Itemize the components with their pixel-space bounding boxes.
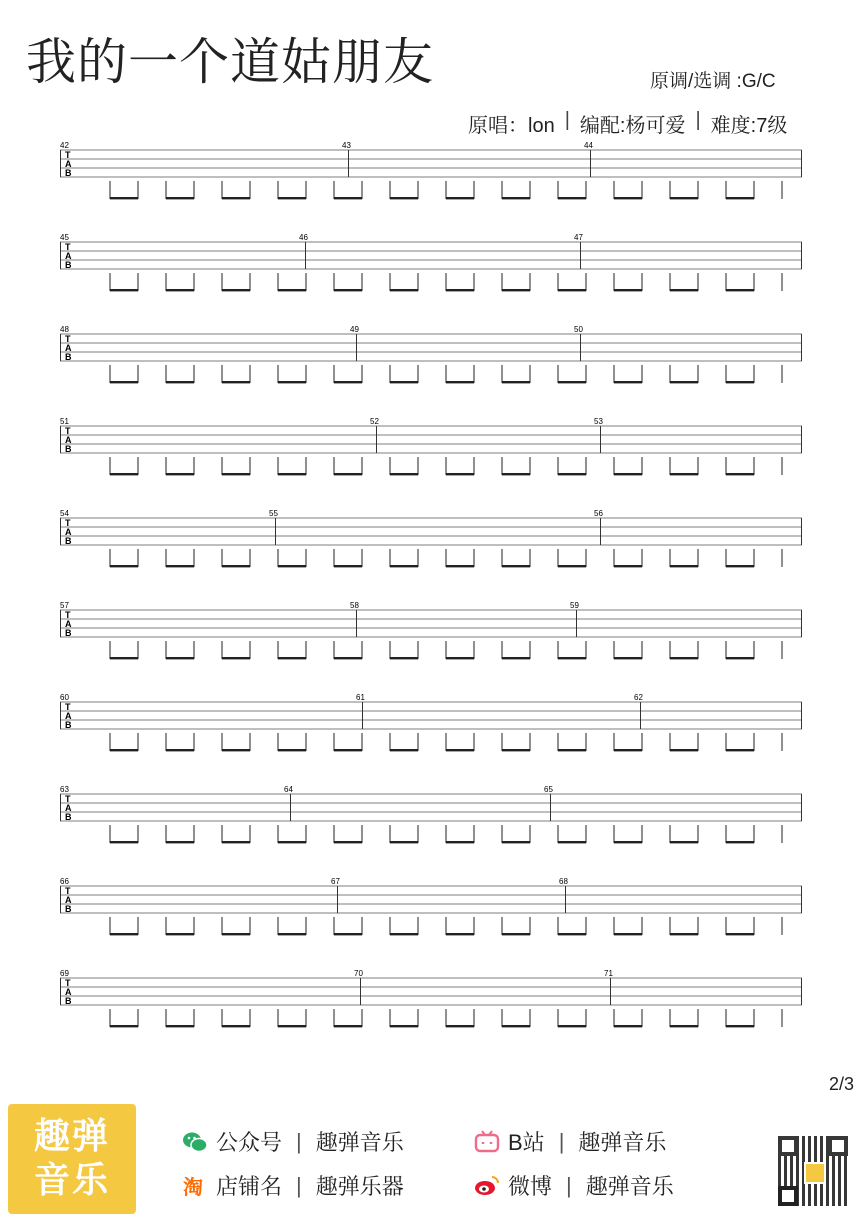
note-beam xyxy=(670,381,698,383)
note-beam xyxy=(670,473,698,475)
singer: 原唱：lon xyxy=(468,115,555,137)
tab-staff xyxy=(60,786,802,878)
measure-number: 49 xyxy=(350,326,359,334)
tab-letter: T xyxy=(65,610,71,620)
tab-row xyxy=(60,878,802,970)
note-beam xyxy=(278,473,306,475)
tab-staff xyxy=(60,878,802,970)
note-beam xyxy=(614,197,642,199)
tab-letter: A xyxy=(65,527,72,537)
tab-letter: A xyxy=(65,987,72,997)
note-beam xyxy=(726,289,754,291)
tab-staff xyxy=(60,694,802,786)
tab-letter: B xyxy=(65,536,72,546)
social-label: 店铺名 xyxy=(216,1174,283,1199)
social-label: B站 xyxy=(508,1130,545,1155)
note-beam xyxy=(222,565,250,567)
note-beam xyxy=(166,473,194,475)
social-weibo[interactable] xyxy=(474,1170,674,1201)
note-beam xyxy=(222,381,250,383)
note-beam xyxy=(390,381,418,383)
tab-letter: A xyxy=(65,803,72,813)
note-beam xyxy=(166,841,194,843)
note-beam xyxy=(390,657,418,659)
note-beam xyxy=(166,749,194,751)
measure-number: 53 xyxy=(594,418,603,426)
note-beam xyxy=(726,473,754,475)
tab-letter: A xyxy=(65,435,72,445)
note-beam xyxy=(278,565,306,567)
measure-number: 69 xyxy=(60,970,69,978)
separator: | xyxy=(558,1128,565,1154)
note-beam xyxy=(166,657,194,659)
measure-number: 43 xyxy=(342,142,351,150)
measure-number: 44 xyxy=(584,142,593,150)
measure-number: 55 xyxy=(269,510,278,518)
note-beam xyxy=(390,1025,418,1027)
tab-letter: B xyxy=(65,996,72,1006)
note-beam xyxy=(390,473,418,475)
social-bilibili[interactable] xyxy=(474,1126,666,1157)
measure-number: 63 xyxy=(60,786,69,794)
social-value: 趣弹音乐 xyxy=(315,1130,404,1155)
note-beam xyxy=(110,565,138,567)
note-beam xyxy=(502,289,530,291)
tab-letter: A xyxy=(65,619,72,629)
note-beam xyxy=(614,565,642,567)
note-beam xyxy=(446,289,474,291)
note-beam xyxy=(222,657,250,659)
note-beam xyxy=(390,565,418,567)
page-number: 2/3 xyxy=(828,1074,854,1094)
note-beam xyxy=(278,289,306,291)
note-beam xyxy=(726,657,754,659)
note-beam xyxy=(502,565,530,567)
measure-number: 45 xyxy=(60,234,69,242)
note-beam xyxy=(110,1025,138,1027)
note-beam xyxy=(390,749,418,751)
note-beam xyxy=(558,289,586,291)
tab-letter: T xyxy=(65,334,71,344)
note-beam xyxy=(446,565,474,567)
separator: | xyxy=(296,1128,302,1154)
note-beam xyxy=(278,1025,306,1027)
note-beam xyxy=(558,933,586,935)
note-beam xyxy=(110,841,138,843)
svg-text:淘: 淘 xyxy=(183,1174,203,1198)
tab-letter: A xyxy=(65,895,72,905)
qr-center-logo xyxy=(804,1162,826,1184)
measure-number: 50 xyxy=(574,326,583,334)
measure-number: 58 xyxy=(350,602,359,610)
tab-letter: B xyxy=(65,904,72,914)
note-beam xyxy=(614,381,642,383)
measure-number: 57 xyxy=(60,602,69,610)
measure-number: 48 xyxy=(60,326,69,334)
note-beam xyxy=(446,197,474,199)
tab-row xyxy=(60,786,802,878)
footer xyxy=(0,1100,860,1217)
tab-letter: B xyxy=(65,260,72,270)
note-beam xyxy=(166,381,194,383)
note-beam xyxy=(222,933,250,935)
note-beam xyxy=(110,933,138,935)
note-beam xyxy=(446,841,474,843)
tab-letter: T xyxy=(65,242,71,252)
note-beam xyxy=(726,381,754,383)
note-beam xyxy=(278,197,306,199)
note-beam xyxy=(502,197,530,199)
note-beam xyxy=(110,657,138,659)
tab-staff xyxy=(60,602,802,694)
tab-row xyxy=(60,418,802,510)
note-beam xyxy=(670,289,698,291)
note-beam xyxy=(670,841,698,843)
tab-letter: T xyxy=(65,978,71,988)
social-value: 趣弹音乐 xyxy=(585,1174,674,1199)
note-beam xyxy=(446,749,474,751)
measure-number: 67 xyxy=(331,878,340,886)
note-beam xyxy=(334,657,362,659)
note-beam xyxy=(278,381,306,383)
tab-letter: T xyxy=(65,150,71,160)
note-beam xyxy=(446,381,474,383)
note-beam xyxy=(502,933,530,935)
tab-letter: B xyxy=(65,352,72,362)
note-beam xyxy=(390,933,418,935)
note-beam xyxy=(334,381,362,383)
note-beam xyxy=(502,473,530,475)
tab-row xyxy=(60,510,802,602)
note-beam xyxy=(278,657,306,659)
brand-logo xyxy=(8,1104,136,1214)
note-beam xyxy=(222,197,250,199)
social-label: 公众号 xyxy=(216,1130,283,1155)
note-beam xyxy=(390,289,418,291)
tab-staff xyxy=(60,970,802,1062)
measure-number: 62 xyxy=(634,694,643,702)
tab-staff xyxy=(60,418,802,510)
note-beam xyxy=(502,381,530,383)
note-beam xyxy=(110,197,138,199)
note-beam xyxy=(726,1025,754,1027)
note-beam xyxy=(558,473,586,475)
measure-number: 66 xyxy=(60,878,69,886)
note-beam xyxy=(334,841,362,843)
note-beam xyxy=(166,289,194,291)
separator: | xyxy=(566,1172,572,1198)
separator: | xyxy=(296,1172,302,1198)
note-beam xyxy=(670,565,698,567)
note-beam xyxy=(726,933,754,935)
measure-number: 71 xyxy=(604,970,613,978)
credits xyxy=(468,109,787,138)
note-beam xyxy=(558,841,586,843)
note-beam xyxy=(670,749,698,751)
note-beam xyxy=(726,749,754,751)
measure-number: 65 xyxy=(544,786,553,794)
note-beam xyxy=(558,381,586,383)
note-beam xyxy=(614,749,642,751)
note-beam xyxy=(334,933,362,935)
note-beam xyxy=(446,657,474,659)
note-beam xyxy=(670,1025,698,1027)
tab-letter: B xyxy=(65,168,72,178)
measure-number: 46 xyxy=(299,234,308,242)
note-beam xyxy=(166,933,194,935)
tab-letter: B xyxy=(65,812,72,822)
arranger: 编配:杨可爱 xyxy=(579,115,686,137)
note-beam xyxy=(222,1025,250,1027)
note-beam xyxy=(278,841,306,843)
tab-staff xyxy=(60,326,802,418)
logo-line: 音乐 xyxy=(33,1160,110,1201)
measure-number: 68 xyxy=(559,878,568,886)
note-beam xyxy=(558,749,586,751)
note-beam xyxy=(446,473,474,475)
note-beam xyxy=(278,749,306,751)
social-taobao[interactable] xyxy=(182,1170,404,1201)
measure-number: 60 xyxy=(60,694,69,702)
tab-letter: A xyxy=(65,159,72,169)
note-beam xyxy=(670,657,698,659)
tab-staff xyxy=(60,510,802,602)
key-info: 原调/选调 :G/C xyxy=(650,71,776,92)
note-beam xyxy=(502,749,530,751)
tab-letter: T xyxy=(65,794,71,804)
note-beam xyxy=(558,197,586,199)
note-beam xyxy=(614,289,642,291)
difficulty: 难度:7级 xyxy=(710,115,788,137)
social-label: 微博 xyxy=(508,1174,553,1199)
note-beam xyxy=(558,565,586,567)
measure-number: 56 xyxy=(594,510,603,518)
note-beam xyxy=(278,933,306,935)
note-beam xyxy=(390,197,418,199)
note-beam xyxy=(166,565,194,567)
note-beam xyxy=(110,381,138,383)
tab-row xyxy=(60,970,802,1062)
note-beam xyxy=(110,473,138,475)
note-beam xyxy=(390,841,418,843)
tab-letter: B xyxy=(65,628,72,638)
tab-letter: B xyxy=(65,720,72,730)
note-beam xyxy=(334,565,362,567)
tab-letter: T xyxy=(65,518,71,528)
note-beam xyxy=(446,1025,474,1027)
separator: | xyxy=(564,109,570,131)
note-beam xyxy=(614,841,642,843)
note-beam xyxy=(166,197,194,199)
note-beam xyxy=(446,933,474,935)
note-beam xyxy=(110,289,138,291)
note-beam xyxy=(614,473,642,475)
qr-corner xyxy=(778,1186,798,1206)
measure-number: 59 xyxy=(570,602,579,610)
note-beam xyxy=(222,841,250,843)
weibo-icon xyxy=(474,1174,500,1198)
note-beam xyxy=(670,933,698,935)
note-beam xyxy=(558,657,586,659)
measure-number: 64 xyxy=(284,786,293,794)
tab-letter: T xyxy=(65,702,71,712)
note-beam xyxy=(334,1025,362,1027)
tab-letter: T xyxy=(65,886,71,896)
tab-staff-area xyxy=(60,142,802,1062)
wechat-icon xyxy=(182,1130,208,1154)
note-beam xyxy=(222,749,250,751)
tab-row xyxy=(60,602,802,694)
social-value: 趣弹音乐 xyxy=(578,1130,667,1155)
note-beam xyxy=(502,841,530,843)
note-beam xyxy=(614,933,642,935)
taobao-icon xyxy=(182,1174,208,1198)
note-beam xyxy=(614,1025,642,1027)
measure-number: 51 xyxy=(60,418,69,426)
measure-number: 54 xyxy=(60,510,69,518)
measure-number: 42 xyxy=(60,142,69,150)
note-beam xyxy=(110,749,138,751)
tab-row xyxy=(60,326,802,418)
note-beam xyxy=(166,1025,194,1027)
note-beam xyxy=(334,289,362,291)
tab-letter: T xyxy=(65,426,71,436)
song-title: 我的一个道姑朋友 xyxy=(26,33,434,91)
tab-letter: A xyxy=(65,711,72,721)
tab-staff xyxy=(60,142,802,234)
bilibili-icon xyxy=(474,1130,500,1154)
note-beam xyxy=(670,197,698,199)
note-beam xyxy=(726,197,754,199)
note-beam xyxy=(334,749,362,751)
tab-letter: A xyxy=(65,251,72,261)
tab-letter: A xyxy=(65,343,72,353)
tab-staff xyxy=(60,234,802,326)
note-beam xyxy=(502,1025,530,1027)
note-beam xyxy=(502,657,530,659)
note-beam xyxy=(222,473,250,475)
logo-line: 趣弹 xyxy=(33,1116,110,1157)
note-beam xyxy=(334,473,362,475)
social-value: 趣弹乐器 xyxy=(315,1174,404,1199)
social-wechat[interactable] xyxy=(182,1126,404,1157)
measure-number: 47 xyxy=(574,234,583,242)
tab-letter: B xyxy=(65,444,72,454)
note-beam xyxy=(222,289,250,291)
measure-number: 61 xyxy=(356,694,365,702)
measure-number: 52 xyxy=(370,418,379,426)
separator: | xyxy=(695,109,701,131)
tab-row xyxy=(60,234,802,326)
note-beam xyxy=(558,1025,586,1027)
note-beam xyxy=(334,197,362,199)
measure-number: 70 xyxy=(354,970,363,978)
note-beam xyxy=(726,565,754,567)
tab-row xyxy=(60,694,802,786)
tab-row xyxy=(60,142,802,234)
note-beam xyxy=(614,657,642,659)
note-beam xyxy=(726,841,754,843)
